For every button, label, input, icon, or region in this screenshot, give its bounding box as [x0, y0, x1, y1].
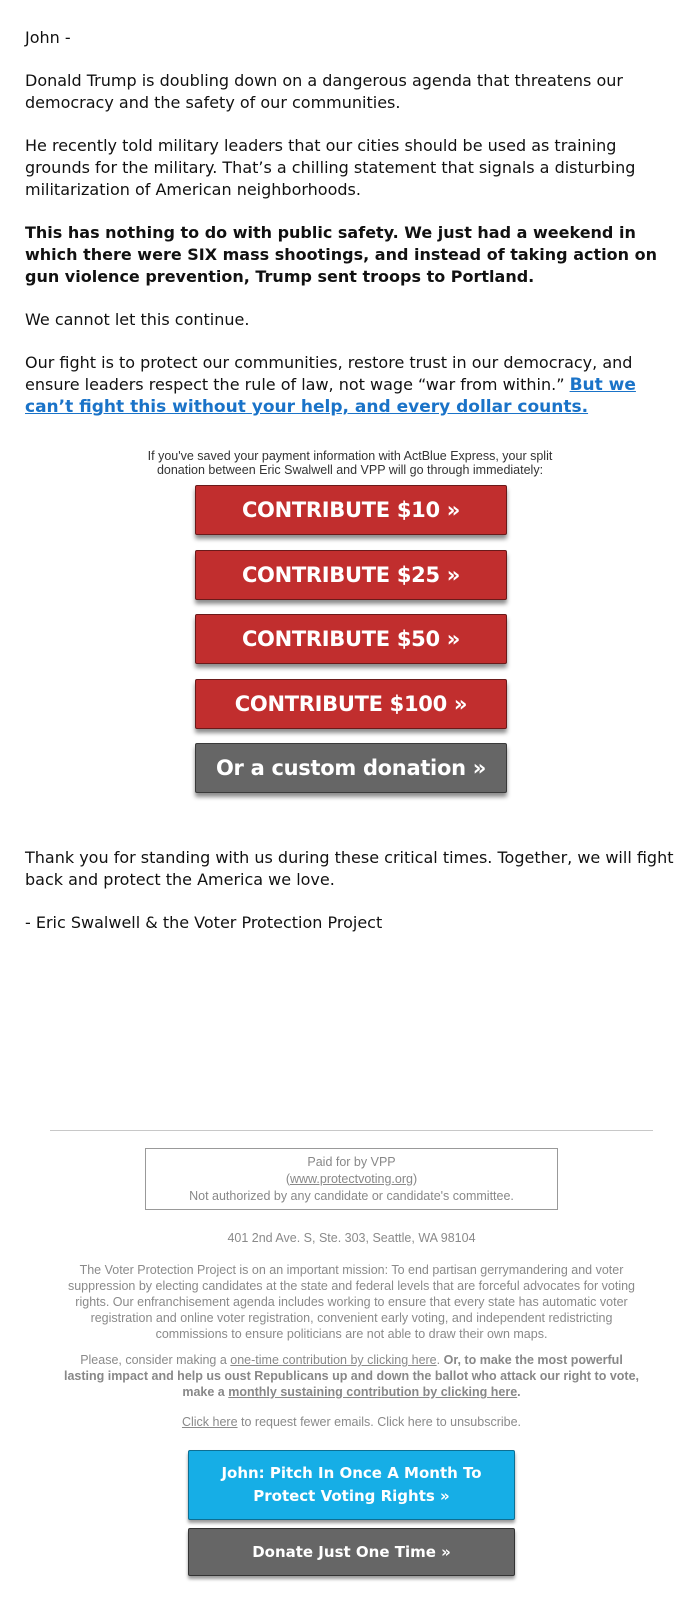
contribute-50-button[interactable]: CONTRIBUTE $50 »	[195, 614, 507, 664]
one-time-link[interactable]: one-time contribution by clicking here	[230, 1353, 437, 1367]
paragraph-continue: We cannot let this continue.	[25, 310, 250, 329]
paid-for-site	[146, 1171, 557, 1188]
address: 401 2nd Ave. S, Ste. 303, Seattle, WA 98104	[227, 1231, 476, 1245]
email-body	[25, 27, 675, 439]
fight-text: Our fight is to protect our communities, restore trust in our democracy, and ensure leaders respect the rule of law, not wage “war from within.”	[25, 353, 633, 394]
thank-you-text: Thank you for standing with us during these critical times. Together, we will fight back and protect the America we love.	[25, 848, 674, 889]
fewer-emails-link[interactable]: Click here	[181, 1415, 238, 1429]
closing	[25, 847, 685, 955]
help-link[interactable]: But we can’t fight this without your help, and every dollar counts.	[25, 375, 636, 417]
paragraph-public-safety: This has nothing to do with public safety. We just had a weekend in which there were SIX mass shootings, and instead of taking action on gun violence prevention, Trump sent troops to Portland.	[25, 223, 657, 286]
paid-for-text: Paid for by VPP	[307, 1155, 396, 1169]
paragraph-fight	[25, 352, 675, 418]
contribute-100-button[interactable]: CONTRIBUTE $100 »	[195, 679, 507, 729]
paid-for-disclaimer	[145, 1148, 558, 1210]
contribute-10-button[interactable]: CONTRIBUTE $10 »	[195, 485, 507, 535]
actblue-express-note: If you've saved your payment information with ActBlue Express, your split donation between Eric Swalwell and VPP will go through immediately:	[147, 449, 553, 477]
monthly-link[interactable]: monthly sustaining contribution by clicking here	[228, 1385, 518, 1399]
mission-text: The Voter Protection Project is on an important mission: To end partisan gerrymandering and voter suppression by electing candidates at the state and federal levels that are forceful advocates for voting rights. Our enfranchisement agenda includes working to ensure that every state has automatic voter registration and online voter registration, convenient early voting, and independent redistricting commissions to ensure politicians are not able to draw their own maps.	[67, 1263, 635, 1341]
consider-sep: .	[436, 1353, 444, 1367]
not-authorized-text: Not authorized by any candidate or candidate's committee.	[189, 1189, 514, 1203]
paren-open: (	[285, 1172, 290, 1186]
paragraph-military: He recently told military leaders that our cities should be used as training grounds for the military. That’s a chilling statement that signals a disturbing militarization of American neighborhoods.	[25, 136, 636, 199]
footer-divider	[50, 1130, 653, 1131]
consider-bold: Or, to make the most powerful lasting impact and help us oust Republicans up and down the ballot who attack our right to vote, make a	[63, 1353, 640, 1399]
custom-donation-button[interactable]: Or a custom donation »	[195, 743, 507, 793]
contribution-prompt	[60, 1352, 643, 1400]
website-link[interactable]: www.protectvoting.org	[290, 1172, 413, 1186]
greeting: John -	[25, 28, 71, 47]
unsubscribe-text[interactable]: to request fewer emails. Click here to unsubscribe.	[237, 1415, 522, 1429]
consider-end: .	[517, 1385, 521, 1399]
signature: - Eric Swalwell & the Voter Protection Project	[25, 913, 383, 932]
paragraph-agenda: Donald Trump is doubling down on a dangerous agenda that threatens our democracy and the safety of our communities.	[25, 71, 623, 112]
paren-close: )	[412, 1172, 418, 1186]
consider-text: Please, consider making a	[80, 1353, 231, 1367]
email-preferences	[60, 1414, 643, 1430]
one-time-donation-button[interactable]: Donate Just One Time »	[188, 1528, 515, 1576]
monthly-donation-button[interactable]: John: Pitch In Once A Month To Protect Voting Rights »	[188, 1450, 515, 1520]
contribute-25-button[interactable]: CONTRIBUTE $25 »	[195, 550, 507, 600]
